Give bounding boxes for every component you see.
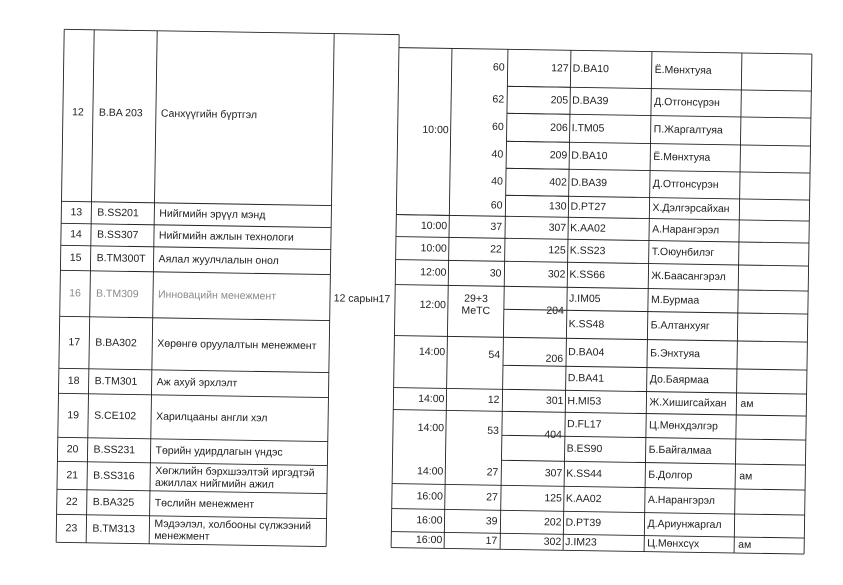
teacher-code: D.BA41 xyxy=(567,372,605,385)
course-name: Нийгмийн ажлын технологи xyxy=(158,229,294,244)
grid-line xyxy=(395,285,808,291)
row-number: 21 xyxy=(66,469,79,482)
note: ам xyxy=(738,538,752,551)
room-number: 206 xyxy=(545,352,564,366)
grid-line xyxy=(56,542,326,546)
exam-time: 14:00 xyxy=(418,392,445,406)
course-code: B.SS307 xyxy=(96,228,139,242)
teacher-code: K.SS44 xyxy=(566,467,602,481)
teacher-name: Х.Дэлгэрсайхан xyxy=(652,201,730,216)
teacher-name: Ц.Мөнхдэлгэр xyxy=(648,419,719,433)
teacher-name: М.Бурмаа xyxy=(650,293,700,307)
row-number: 17 xyxy=(68,336,81,349)
teacher-name: Б.Байгалмаа xyxy=(648,443,712,457)
teacher-code: I.TM05 xyxy=(571,122,605,135)
grid-line xyxy=(58,437,328,441)
grid-line xyxy=(396,237,809,243)
teacher-code: D.FL17 xyxy=(566,418,602,431)
course-name: Аж ахуй эрхлэлт xyxy=(156,376,238,390)
teacher-name: Б.Долгор xyxy=(648,468,693,482)
grid-line xyxy=(394,388,807,394)
course-code: B.TM301 xyxy=(94,375,138,388)
teacher-code: J.IM05 xyxy=(568,292,601,306)
teacher-code: K.SS23 xyxy=(569,244,606,258)
room-number: 302 xyxy=(543,535,562,549)
course-code: B.TM309 xyxy=(95,287,139,301)
row-number: 14 xyxy=(70,228,82,241)
teacher-name: Б.Алтанхуяг xyxy=(650,319,710,333)
room-number: 209 xyxy=(549,149,568,162)
exam-time: 10:00 xyxy=(422,123,449,137)
grid-line xyxy=(64,29,399,34)
room-number: 202 xyxy=(543,516,562,529)
grid-line xyxy=(392,484,805,490)
room-number: 302 xyxy=(547,268,566,281)
exam-time: 10:00 xyxy=(420,219,448,233)
exam-time: 12:00 xyxy=(420,266,447,279)
grid-line xyxy=(391,532,804,538)
student-count: 12 xyxy=(487,393,500,407)
teacher-code: D.BA10 xyxy=(571,149,608,163)
teacher-name: Ж.Баасангэрэл xyxy=(651,269,726,284)
grid-line xyxy=(391,35,399,548)
grid-line xyxy=(60,316,330,320)
table-text xyxy=(65,55,758,551)
grid-line xyxy=(507,113,570,114)
student-count: 60 xyxy=(491,120,504,134)
teacher-name: Д.Отгонсүрэн xyxy=(654,95,720,109)
student-count: 62 xyxy=(492,93,505,106)
exam-date: 12 сарын17 xyxy=(333,292,391,306)
row-number: 18 xyxy=(67,374,80,387)
teacher-code: K.AA02 xyxy=(565,492,602,506)
room-number: 301 xyxy=(545,394,564,408)
teacher-code: D.BA39 xyxy=(572,94,609,108)
teacher-code: K.AA02 xyxy=(570,222,606,235)
grid-line xyxy=(507,86,570,87)
exam-time: 16:00 xyxy=(416,514,443,527)
row-number: 13 xyxy=(70,206,83,219)
teacher-code: K.SS48 xyxy=(568,318,605,331)
course-name: Мэдээлэл, холбооны сүлжээнийменежмент xyxy=(154,517,312,543)
course-code: S.CE102 xyxy=(94,409,137,423)
grid-line xyxy=(507,141,570,142)
row-number: 16 xyxy=(69,287,81,300)
course-name: Харилцааны англи хэл xyxy=(156,410,268,425)
teacher-name: А.Нарангэрэл xyxy=(647,493,716,507)
student-count: 39 xyxy=(485,515,498,528)
course-name: Инновацийн менежмент xyxy=(157,288,277,303)
student-count: 40 xyxy=(491,175,503,188)
grid-line xyxy=(326,34,334,547)
teacher-code: K.SS66 xyxy=(569,268,606,282)
teacher-name: Б.Энхтуяа xyxy=(650,347,701,361)
teacher-code: H.MI53 xyxy=(567,395,602,408)
row-number: 12 xyxy=(71,106,84,119)
teacher-name: Д.Ариунжаргал xyxy=(647,517,722,532)
exam-time: 16:00 xyxy=(415,533,443,547)
student-count: 30 xyxy=(489,267,502,280)
room-number: 307 xyxy=(548,221,567,235)
room-number: 206 xyxy=(550,121,568,135)
grid-line xyxy=(506,168,569,169)
course-code: B.BA325 xyxy=(92,496,135,509)
student-count: 60 xyxy=(490,199,503,212)
exam-time: 12:00 xyxy=(419,298,447,312)
exam-time: 14:00 xyxy=(417,421,445,435)
student-count: 53 xyxy=(487,424,500,438)
teacher-code: B.ES90 xyxy=(566,442,603,456)
row-number: 23 xyxy=(65,522,78,535)
row-number: 22 xyxy=(65,495,78,508)
teacher-name: Д.Отгонсүрэн xyxy=(652,177,719,191)
course-name: Төслийн менежмент xyxy=(154,497,255,511)
grid-line xyxy=(57,489,327,493)
room-number: 130 xyxy=(548,200,567,213)
course-name: Нийгмийн эрүүл мэнд xyxy=(159,207,266,222)
grid-line xyxy=(58,393,328,397)
student-count: 40 xyxy=(491,148,504,161)
exam-time: 16:00 xyxy=(416,490,444,503)
grid-line xyxy=(506,195,569,196)
room-number: 402 xyxy=(549,176,567,189)
exam-time: 14:00 xyxy=(416,465,444,478)
grid-line xyxy=(60,270,330,274)
course-code: B.BA302 xyxy=(95,336,137,350)
room-number: 404 xyxy=(544,428,562,442)
grid-line xyxy=(392,509,805,515)
course-name: Хөрөнгө оруулалтын менежмент xyxy=(157,337,317,353)
student-count: 22 xyxy=(490,243,502,256)
grid-line xyxy=(61,245,331,249)
course-code: B.SS201 xyxy=(97,206,139,220)
teacher-code: D.BA39 xyxy=(570,176,608,190)
grid-line xyxy=(394,336,807,342)
course-code: B.TM313 xyxy=(92,522,136,536)
grid-line xyxy=(501,460,805,465)
teacher-code: D.PT27 xyxy=(570,200,607,214)
room-number: 307 xyxy=(544,467,563,480)
student-count: 60 xyxy=(492,61,505,74)
row-number: 15 xyxy=(69,251,82,264)
teacher-name: Ж.Хишигсайхан xyxy=(649,396,727,410)
teacher-name: А.Нарангэрэл xyxy=(652,223,720,237)
room-number: 205 xyxy=(550,94,569,107)
room-number: 204 xyxy=(546,304,564,318)
room-number: 125 xyxy=(548,244,566,257)
student-count: 17 xyxy=(485,534,498,548)
student-count: 37 xyxy=(490,220,503,234)
course-code: B.TM300T xyxy=(96,252,146,265)
teacher-name: П.Жаргалтуяа xyxy=(653,123,723,137)
grid-line xyxy=(503,365,807,370)
grid-line xyxy=(396,215,449,216)
grid-line xyxy=(804,54,812,554)
teacher-name: Ё.Мөнхтуяа xyxy=(653,150,711,164)
note: ам xyxy=(739,470,753,483)
grid-line xyxy=(396,215,809,221)
teacher-code: D.BA10 xyxy=(572,62,609,76)
exam-time: 14:00 xyxy=(418,345,446,359)
room-number: 125 xyxy=(544,492,562,505)
teacher-name: До.Баярмаа xyxy=(649,373,710,387)
course-name: Хөгжлийн бэрхшээлтэй иргэдтэйажиллах нийгмийн ажил xyxy=(155,464,315,491)
student-count: 54 xyxy=(488,348,501,362)
course-name: Аялал жуулчлалын онол xyxy=(158,253,279,268)
row-number: 19 xyxy=(67,409,80,422)
grid-line xyxy=(86,30,94,543)
course-code: B.SS316 xyxy=(93,469,135,483)
teacher-code: J.IM23 xyxy=(565,536,597,549)
grid-line xyxy=(61,223,331,227)
row-number: 20 xyxy=(66,443,79,456)
student-count: 27 xyxy=(486,466,499,479)
room-number: 127 xyxy=(551,62,569,75)
teacher-name: Ц.Мөнхсүх xyxy=(647,537,700,551)
course-code: B.BA 203 xyxy=(98,106,143,120)
grid-line xyxy=(62,201,332,205)
grid-line xyxy=(56,29,64,542)
course-code: B.SS231 xyxy=(93,443,136,457)
student-count: 29+3МеТС xyxy=(461,292,491,317)
exam-time: 10:00 xyxy=(420,242,447,255)
teacher-code: D.BA04 xyxy=(568,346,605,359)
teacher-name: Т.Оюунбилэг xyxy=(651,245,715,259)
grid-line xyxy=(396,260,809,266)
student-count: 27 xyxy=(486,491,499,504)
note: ам xyxy=(740,397,754,411)
grid-line xyxy=(393,410,806,416)
teacher-code: D.PT39 xyxy=(565,516,602,530)
teacher-name: Ё.Мөнхтуяа xyxy=(654,63,712,77)
grid-line xyxy=(399,48,812,54)
course-name: Санхүүгийн бүртгэл xyxy=(160,107,258,122)
grid-line xyxy=(59,368,329,372)
course-name: Төрийн удирдлагын үндэс xyxy=(155,444,283,459)
